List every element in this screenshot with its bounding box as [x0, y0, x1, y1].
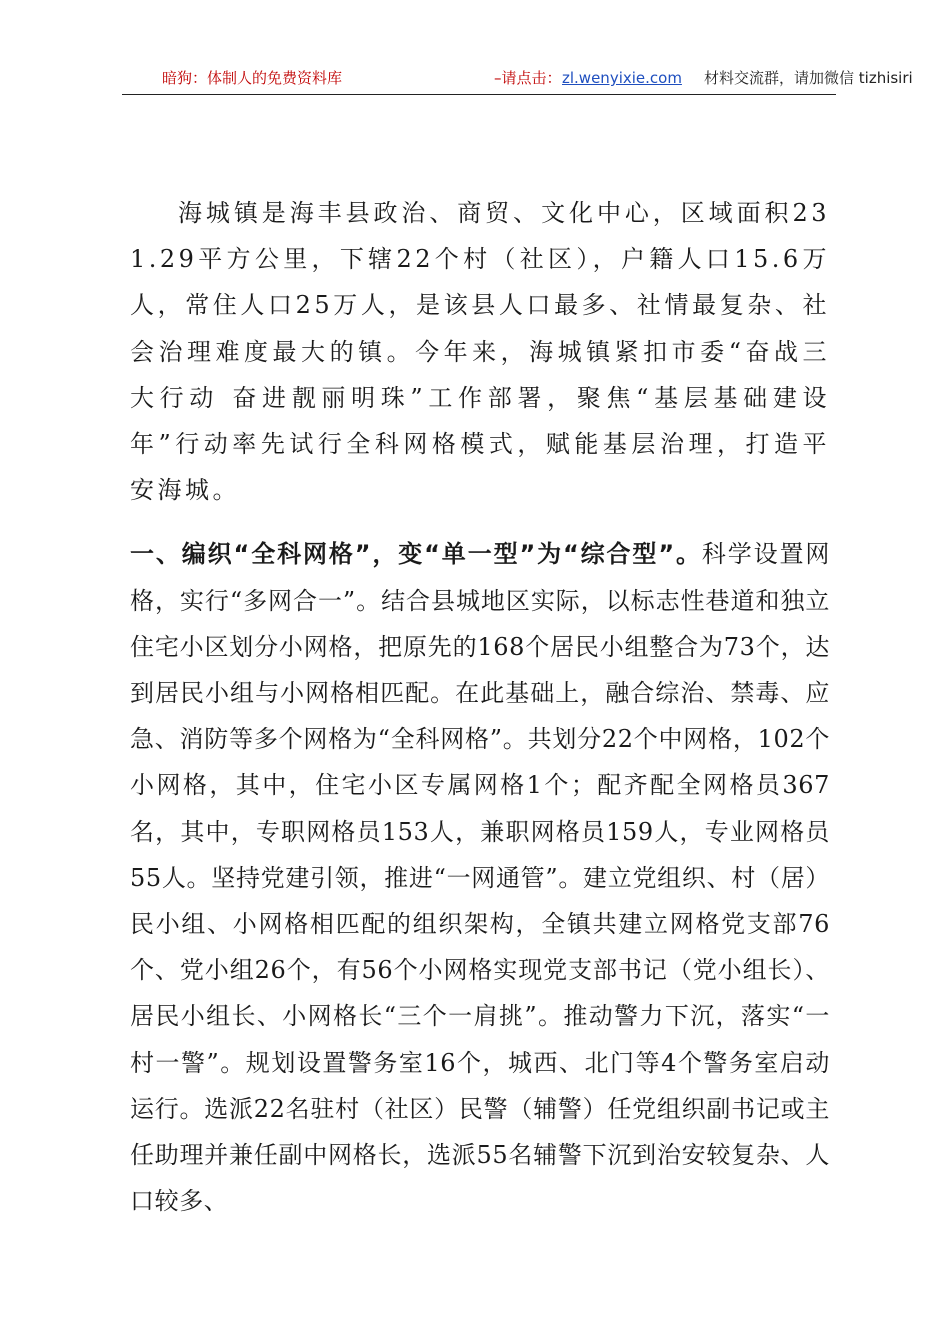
page-header: [122, 66, 913, 95]
section-1-body: 科学设置网格，实行“多网合一”。结合县城地区实际，以标志性巷道和独立住宅小区划分小网格，把原先的168个居民小组整合为73个，达到居民小组与小网格相匹配。在此基础上，融合综治、禁毒、应急、消防等多个网格为“全科网格”。共划分22个中网格，102个小网格，其中，住宅小区专属网格1个；配齐配全网格员367名，其中，专职网格员153人，兼职网格员159人，专业网格员55人。坚持党建引领，推进“一网通管”。建立党组织、村（居）民小组、小网格相匹配的组织架构，全镇共建立网格党支部76个、党小组26个，有56个小网格实现党支部书记（党小组长）、居民小组长、小网格长“三个一肩挑”。推动警力下沉，落实“一村一警”。规划设置警务室16个，城西、北门等4个警务室启动运行。选派22名驻村（社区）民警（辅警）任党组织副书记或主任助理并兼任副中网格长，选派55名辅警下沉到治安较复杂、人口较多、: [130, 540, 830, 1216]
document-body: [130, 190, 830, 1224]
intro-paragraph: 海城镇是海丰县政治、商贸、文化中心，区域面积231.29平方公里，下辖22个村（社区），户籍人口15.6万人，常住人口25万人，是该县人口最多、社情最复杂、社会治理难度最大的镇。今年来，海城镇紧扣市委“奋战三大行动 奋进靓丽明珠”工作部署，聚焦“基层基础建设年”行动率先试行全科网格模式，赋能基层治理，打造平安海城。: [130, 199, 830, 505]
header-link-prefix: –请点击：: [494, 69, 562, 87]
section-1-heading: 一、编织“全科网格”，变“单一型”为“综合型”。: [130, 540, 702, 569]
header-contact: 材料交流群，请加微信 tizhisiri: [704, 69, 913, 87]
section-1-paragraph: [130, 531, 830, 1224]
header-brand: 暗狗：体制人的免费资料库: [162, 69, 343, 87]
header-link[interactable]: zl.wenyixie.com: [562, 69, 682, 87]
